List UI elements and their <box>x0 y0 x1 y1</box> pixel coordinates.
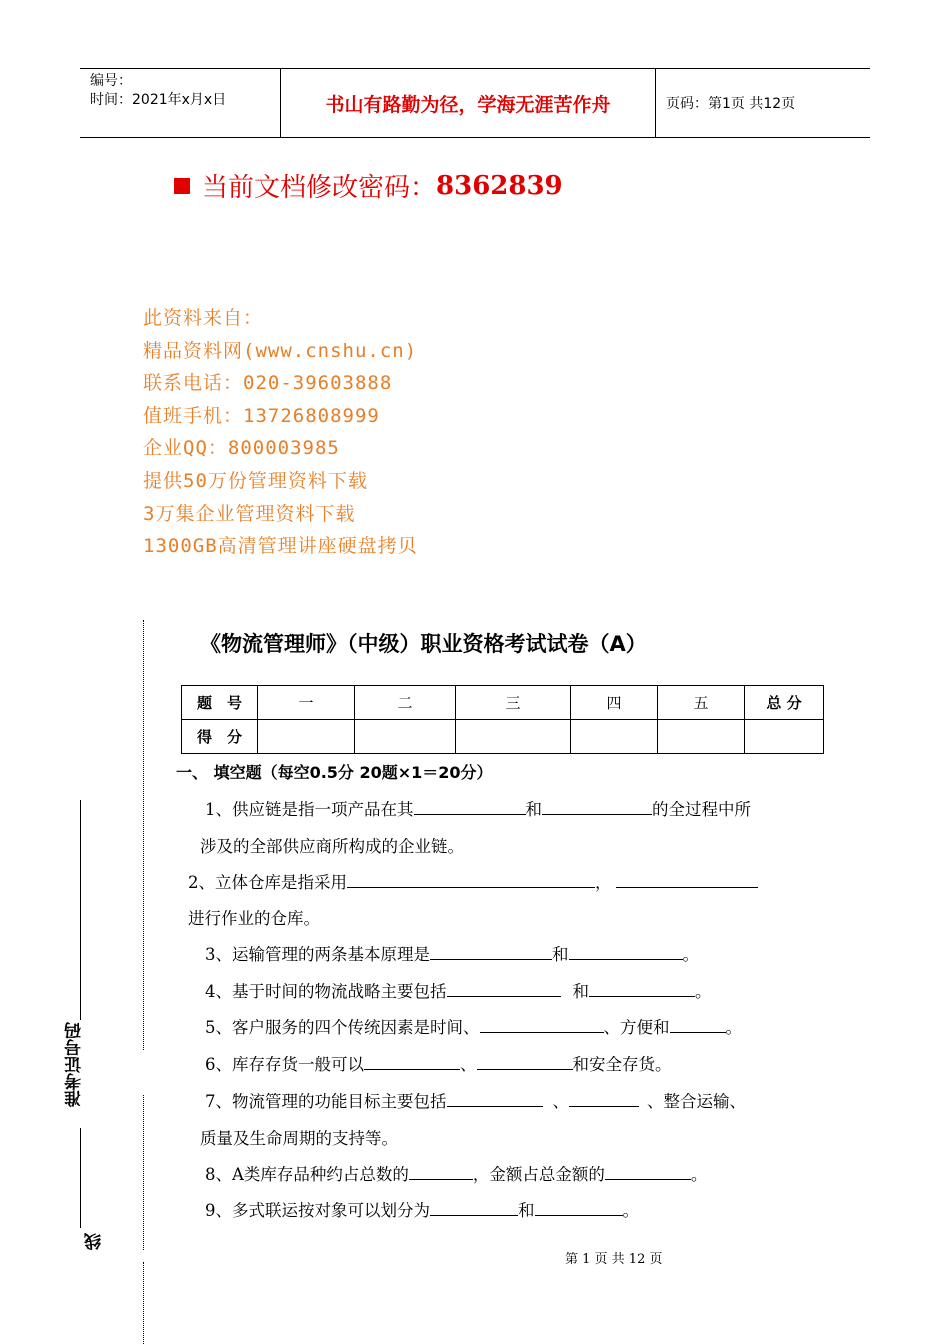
source-line: 1300GB高清管理讲座硬盘拷贝 <box>143 535 418 558</box>
question-text: 涉及的全部供应商所构成的企业链。 <box>200 837 464 856</box>
question-2 <box>188 869 758 893</box>
answer-blank[interactable] <box>535 1199 623 1216</box>
answer-blank[interactable] <box>670 1016 726 1033</box>
question-text: 的全过程中所 <box>652 800 751 819</box>
password-label: 当前文档修改密码： <box>202 173 437 203</box>
header-meta <box>80 69 280 137</box>
score-cell <box>745 720 824 754</box>
source-line: 联系电话：020-39603888 <box>143 372 393 395</box>
question-text: 质量及生命周期的支持等。 <box>200 1129 398 1148</box>
answer-line <box>80 1128 81 1228</box>
question-text: 6、库存存货一般可以 <box>205 1055 364 1074</box>
question-7 <box>205 1088 746 1112</box>
question-text: 2、立体仓库是指采用 <box>188 873 347 892</box>
id-label: 编号： <box>90 73 132 89</box>
answer-blank[interactable] <box>447 1090 543 1107</box>
answer-blank[interactable] <box>364 1053 460 1070</box>
table-cell: 四 <box>571 686 658 720</box>
question-text: ，金额占总金额的 <box>472 1165 605 1184</box>
question-text: 和 <box>525 800 542 819</box>
question-text: 1、供应链是指一项产品在其 <box>205 800 414 819</box>
question-text: 和 <box>572 982 589 1001</box>
question-8 <box>205 1161 707 1185</box>
header-motto: 书山有路勤为径，学海无涯苦作舟 <box>280 69 656 137</box>
answer-blank[interactable] <box>605 1163 691 1180</box>
question-1 <box>205 796 751 820</box>
question-7-cont <box>200 1125 398 1149</box>
binding-dotted-line <box>143 1262 144 1344</box>
answer-blank[interactable] <box>447 980 561 997</box>
question-text: 、整合运输、 <box>647 1092 746 1111</box>
table-cell: 三 <box>456 686 571 720</box>
answer-blank[interactable] <box>430 1199 518 1216</box>
answer-blank[interactable] <box>589 980 695 997</box>
score-cell <box>456 720 571 754</box>
table-cell: 一 <box>258 686 355 720</box>
section-heading: 一、 填空题（每空0.5分 20题×1＝20分） <box>176 763 493 782</box>
question-text: 5、客户服务的四个传统因素是时间、 <box>205 1018 480 1037</box>
binding-dotted-line <box>143 1095 144 1250</box>
question-text: 。 <box>725 1018 742 1037</box>
page-footer: 第 1 页 共 12 页 <box>565 1252 663 1267</box>
question-text: 。 <box>682 945 699 964</box>
answer-blank[interactable] <box>542 798 652 815</box>
question-6 <box>205 1051 672 1075</box>
answer-blank[interactable] <box>480 1016 604 1033</box>
answer-blank[interactable] <box>409 1163 473 1180</box>
table-row <box>182 686 824 720</box>
table-cell: 二 <box>355 686 456 720</box>
question-text: 8、A类库存品种约占总数的 <box>205 1165 409 1184</box>
question-4 <box>205 978 712 1002</box>
question-text: 、方便和 <box>603 1018 670 1037</box>
answer-blank[interactable] <box>430 943 552 960</box>
question-text: 3、运输管理的两条基本原理是 <box>205 945 430 964</box>
answer-blank[interactable] <box>347 871 595 888</box>
table-cell: 总 分 <box>745 686 824 720</box>
question-text: 进行作业的仓库。 <box>188 909 320 928</box>
table-cell: 五 <box>658 686 745 720</box>
answer-blank[interactable] <box>477 1053 573 1070</box>
answer-blank[interactable] <box>616 871 758 888</box>
score-table <box>181 685 824 754</box>
exam-title: 《物流管理师》（中级）职业资格考试试卷（A） <box>200 632 647 656</box>
question-1-cont <box>200 833 464 857</box>
question-text: 、 <box>460 1055 477 1074</box>
binding-dotted-line <box>143 620 144 1050</box>
source-info <box>143 302 418 563</box>
line-label: 线 <box>85 1233 105 1250</box>
question-9 <box>205 1197 639 1221</box>
score-cell <box>571 720 658 754</box>
question-3 <box>205 941 699 965</box>
question-text: 和安全存货。 <box>572 1055 672 1074</box>
question-text: 4、基于时间的物流战略主要包括 <box>205 982 447 1001</box>
score-cell <box>658 720 745 754</box>
score-cell <box>355 720 456 754</box>
table-cell: 得 分 <box>182 720 258 754</box>
page-header <box>80 68 870 138</box>
question-text: 。 <box>695 982 712 1001</box>
answer-line <box>80 800 81 1020</box>
question-text: 、 <box>552 1092 569 1111</box>
table-row <box>182 720 824 754</box>
source-line: 提供50万份管理资料下载 <box>143 469 368 492</box>
question-text: 和 <box>518 1201 535 1220</box>
score-cell <box>258 720 355 754</box>
red-square-icon <box>174 178 190 194</box>
question-text: 和 <box>552 945 569 964</box>
password-code: 8362839 <box>436 170 563 201</box>
source-line: 企业QQ：800003985 <box>143 437 340 460</box>
header-page-info: 页码：第1页 共12页 <box>666 96 796 112</box>
question-text: ， <box>595 873 612 892</box>
source-line: 精品资料网(www.cnshu.cn) <box>143 339 418 362</box>
question-text: 7、物流管理的功能目标主要包括 <box>205 1092 447 1111</box>
source-line: 3万集企业管理资料下载 <box>143 502 356 525</box>
answer-blank[interactable] <box>569 943 683 960</box>
date-label: 时间：2021年x月x日 <box>90 92 227 108</box>
exam-id-label: 准考证号码 <box>65 1022 85 1107</box>
answer-blank[interactable] <box>414 798 526 815</box>
question-2-cont <box>188 905 320 929</box>
question-text: 9、多式联运按对象可以划分为 <box>205 1201 430 1220</box>
answer-blank[interactable] <box>569 1090 639 1107</box>
password-line <box>174 167 563 204</box>
source-line: 值班手机：13726808999 <box>143 404 380 427</box>
table-cell: 题 号 <box>182 686 258 720</box>
source-line: 此资料来自： <box>143 307 264 329</box>
question-5 <box>205 1014 742 1038</box>
question-text: 。 <box>690 1165 708 1184</box>
question-text: 。 <box>622 1201 639 1220</box>
